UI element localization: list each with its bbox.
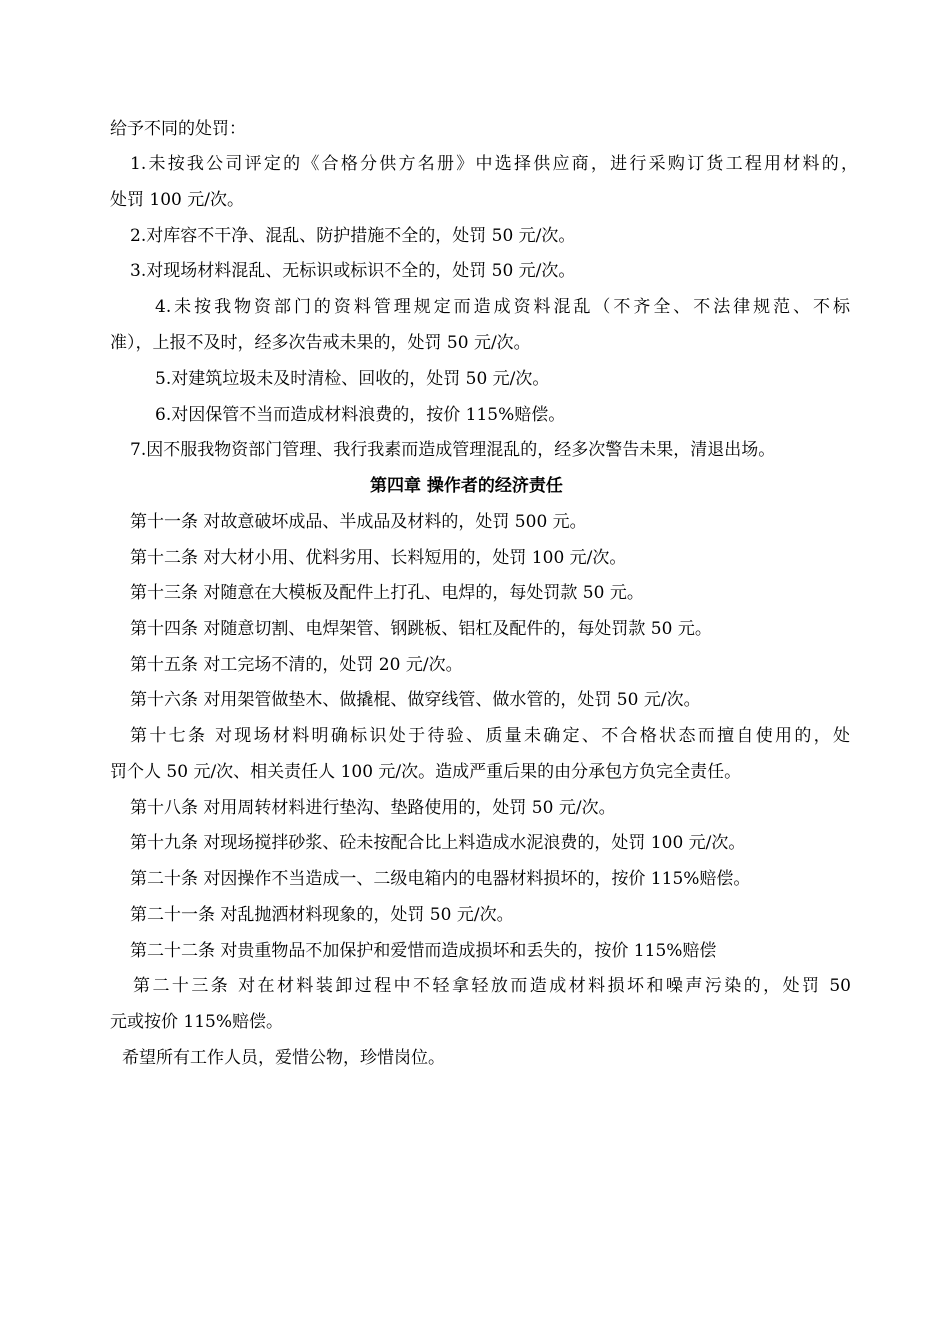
article-22: 第二十二条 对贵重物品不加保护和爱惜而造成损坏和丢失的，按价 115%赔偿 (130, 941, 717, 961)
article-17-line-2: 罚个人 50 元/次、相关责任人 100 元/次。造成严重后果的由分承包方负完全责任。 (110, 762, 742, 782)
intro-line: 给予不同的处罚： (110, 119, 246, 139)
rule-7: 7.因不服我物资部门管理、我行我素而造成管理混乱的，经多次警告未果，清退出场。 (130, 440, 776, 460)
article-18: 第十八条 对用周转材料进行垫沟、垫路使用的，处罚 50 元/次。 (130, 798, 616, 818)
article-11: 第十一条 对故意破坏成品、半成品及材料的，处罚 500 元。 (130, 512, 587, 532)
rule-1-line-1: 1.未按我公司评定的《合格分供方名册》中选择供应商，进行采购订货工程用材料的， (130, 154, 858, 174)
rule-5: 5.对建筑垃圾未及时清检、回收的，处罚 50 元/次。 (155, 369, 550, 389)
article-16: 第十六条 对用架管做垫木、做撬棍、做穿线管、做水管的，处罚 50 元/次。 (130, 690, 701, 710)
rule-3: 3.对现场材料混乱、无标识或标识不全的，处罚 50 元/次。 (130, 261, 576, 281)
rule-2: 2.对库容不干净、混乱、防护措施不全的，处罚 50 元/次。 (130, 226, 576, 246)
article-13: 第十三条 对随意在大模板及配件上打孔、电焊的，每处罚款 50 元。 (130, 583, 644, 603)
article-23-line-1: 第二十三条 对在材料装卸过程中不轻拿轻放而造成材料损坏和噪声污染的，处罚 50 (133, 976, 851, 996)
article-21: 第二十一条 对乱抛洒材料现象的，处罚 50 元/次。 (130, 905, 514, 925)
rule-6: 6.对因保管不当而造成材料浪费的，按价 115%赔偿。 (155, 405, 566, 425)
rule-4-line-1: 4.未按我物资部门的资料管理规定而造成资料混乱（不齐全、不法律规范、不标 (155, 297, 850, 317)
article-14: 第十四条 对随意切割、电焊架管、钢跳板、铝杠及配件的，每处罚款 50 元。 (130, 619, 712, 639)
chapter-heading: 第四章 操作者的经济责任 (370, 476, 563, 496)
article-15: 第十五条 对工完场不清的，处罚 20 元/次。 (130, 655, 463, 675)
article-20: 第二十条 对因操作不当造成一、二级电箱内的电器材料损坏的，按价 115%赔偿。 (130, 869, 751, 889)
article-17-line-1: 第十七条 对现场材料明确标识处于待验、质量未确定、不合格状态而擅自使用的，处 (130, 726, 850, 746)
closing-line: 希望所有工作人员，爱惜公物，珍惜岗位。 (122, 1048, 445, 1068)
rule-1-line-2: 处罚 100 元/次。 (110, 190, 244, 210)
rule-4-line-2: 准），上报不及时，经多次告戒未果的，处罚 50 元/次。 (110, 333, 531, 353)
article-23-line-2: 元或按价 115%赔偿。 (110, 1012, 284, 1032)
article-19: 第十九条 对现场搅拌砂浆、砼未按配合比上料造成水泥浪费的，处罚 100 元/次。 (130, 833, 746, 853)
article-12: 第十二条 对大材小用、优料劣用、长料短用的，处罚 100 元/次。 (130, 548, 627, 568)
